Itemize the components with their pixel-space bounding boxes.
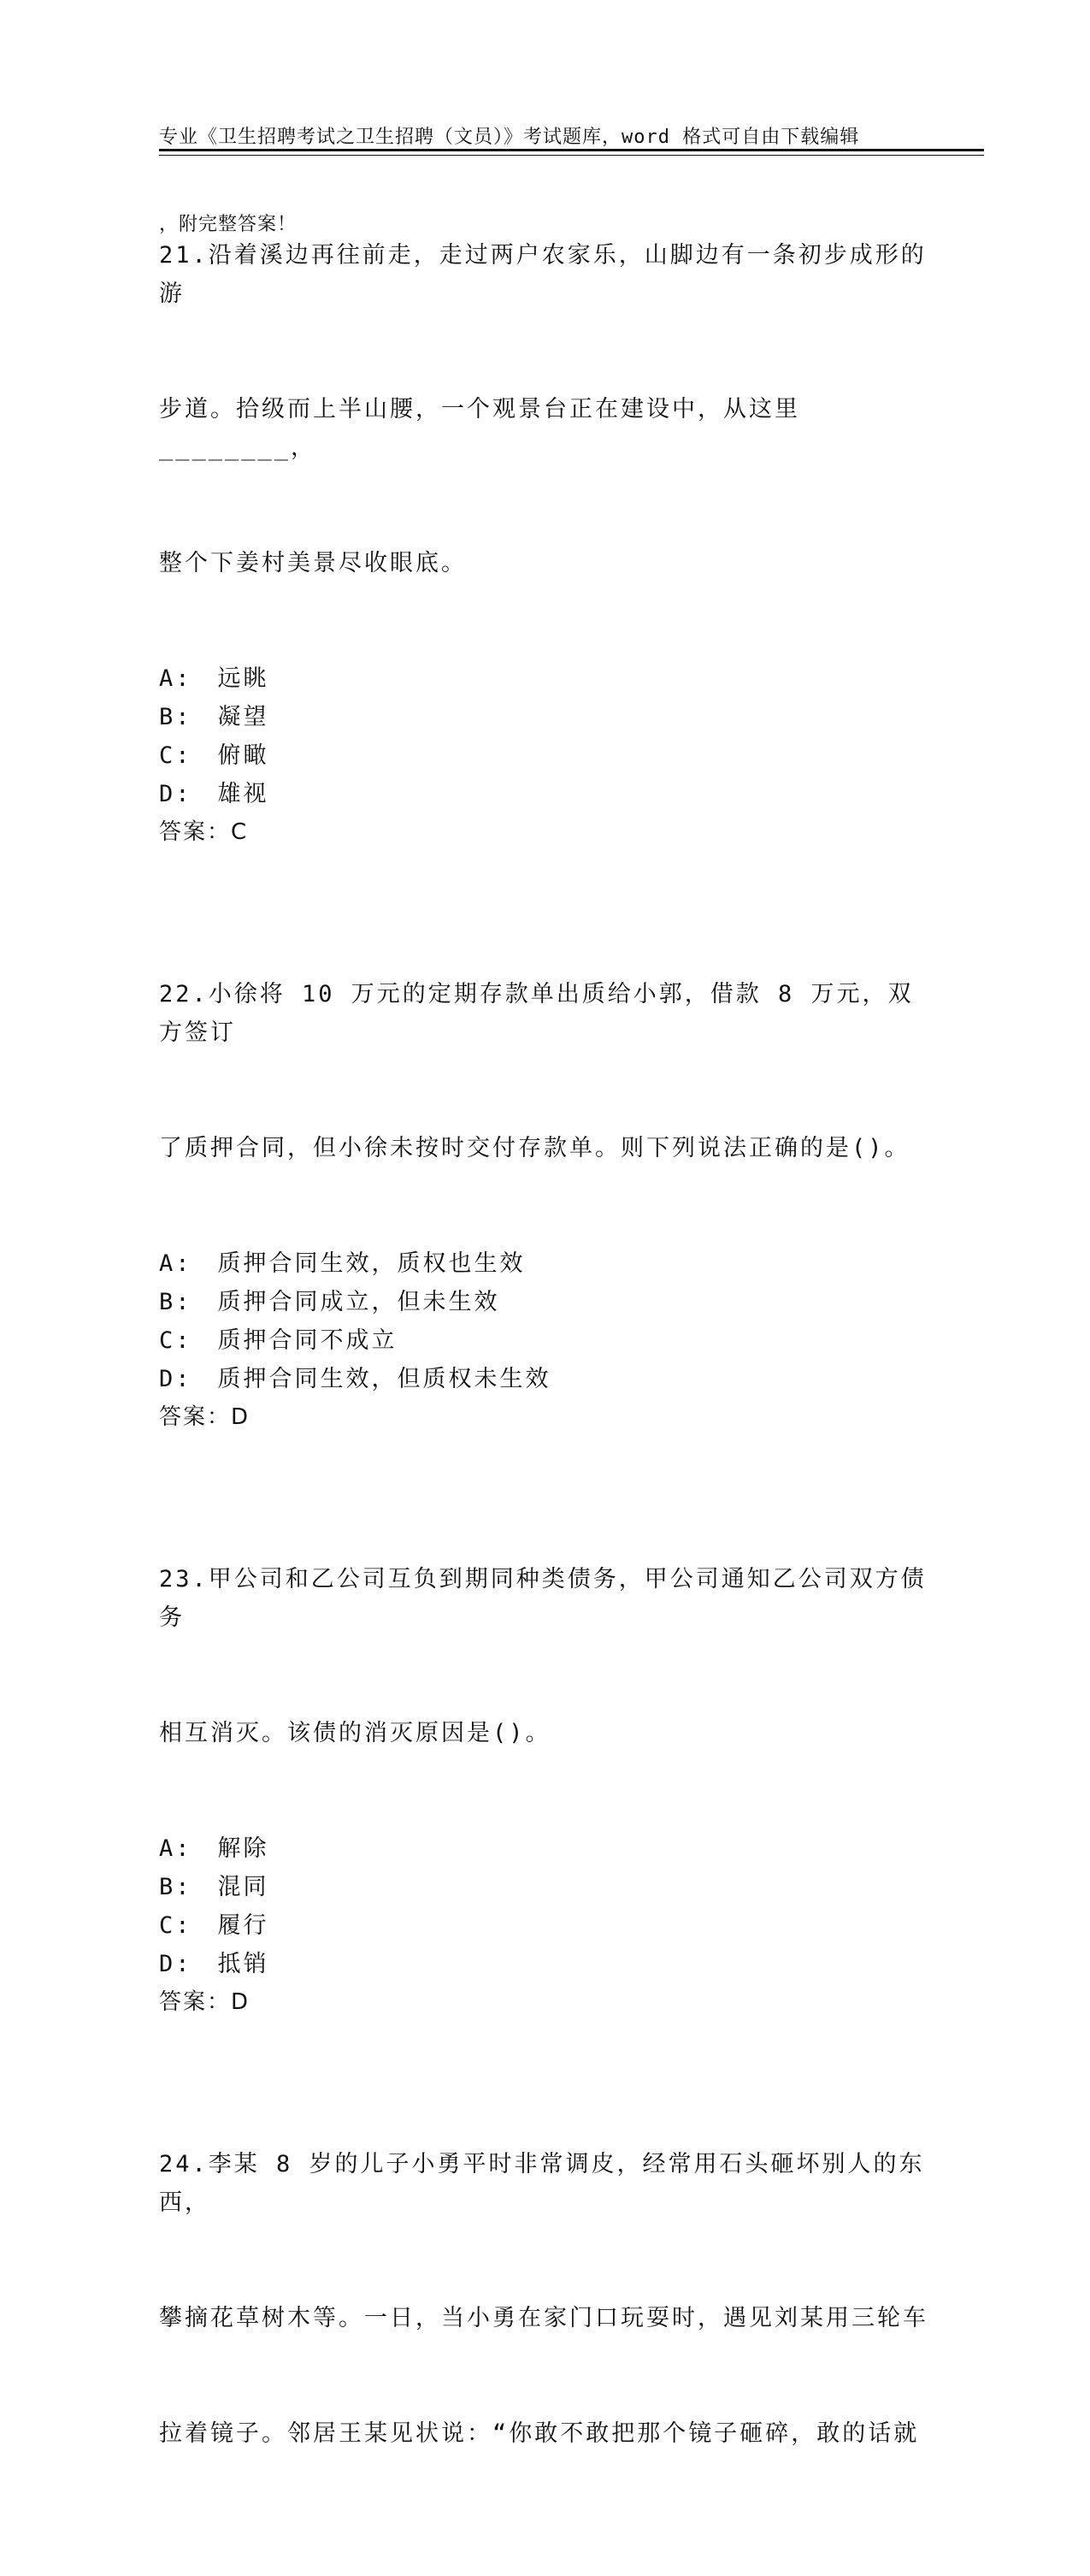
question-stem [159,1483,928,1829]
question-23 [159,1483,928,2022]
header-divider-thick [159,149,984,151]
stem-line: 整个下姜村美景尽收眼底。 [159,550,467,576]
question-stem [159,898,928,1244]
option-a: A: 质押合同生效，质权也生效 [159,1250,526,1277]
answer-label: 答案：D [159,1989,250,2015]
option-b: B: 质押合同成立，但未生效 [159,1289,500,1315]
question-stem [159,159,928,659]
question-22 [159,898,928,1437]
question-21 [159,159,928,852]
option-a: A: 解除 [159,1835,269,1862]
question-stem [159,2068,928,2530]
option-c: C: 履行 [159,1912,269,1939]
option-c: C: 质押合同不成立 [159,1327,398,1354]
stem-line: 相互消灭。该债的消灭原因是()。 [159,1720,551,1746]
header-line-1: 专业《卫生招聘考试之卫生招聘（文员）》考试题库，word 格式可自由下载编辑 [159,127,860,148]
stem-line: 24.李某 8 岁的儿子小勇平时非常调皮，经常用石头砸坏别人的东西， [159,2151,925,2216]
option-d: D: 质押合同生效，但质权未生效 [159,1366,551,1392]
option-b: B: 混同 [159,1874,269,1900]
header-divider-thin [159,155,984,156]
option-d: D: 抵销 [159,1951,269,1977]
stem-line: 23.甲公司和乙公司互负到期同种类债务，甲公司通知乙公司双方债务 [159,1566,927,1631]
stem-line: 21.沿着溪边再往前走，走过两户农家乐，山脚边有一条初步成形的游 [159,242,927,307]
stem-line: 拉着镜子。邻居王某见状说：“你敢不敢把那个镜子砸碎，敢的话就 [159,2420,920,2447]
option-c: C: 俯瞰 [159,742,269,769]
question-24 [159,2068,928,2530]
answer-label: 答案：D [159,1404,250,1430]
question-list [159,159,928,2576]
stem-line: 步道。拾级而上半山腰，一个观景台正在建设中，从这里________， [159,396,800,461]
answer-label: 答案：C [159,819,249,845]
option-a: A: 远眺 [159,665,269,692]
stem-line: 了质押合同，但小徐未按时交付存款单。则下列说法正确的是()。 [159,1135,910,1161]
option-b: B: 凝望 [159,704,269,730]
header-line-2: ，附完整答案！ [159,214,298,235]
stem-line: 22.小徐将 10 万元的定期存款单出质给小郭，借款 8 万元，双方签订 [159,981,914,1046]
stem-line: 攀摘花草树木等。一日，当小勇在家门口玩耍时，遇见刘某用三轮车 [159,2305,928,2331]
option-d: D: 雄视 [159,781,269,807]
